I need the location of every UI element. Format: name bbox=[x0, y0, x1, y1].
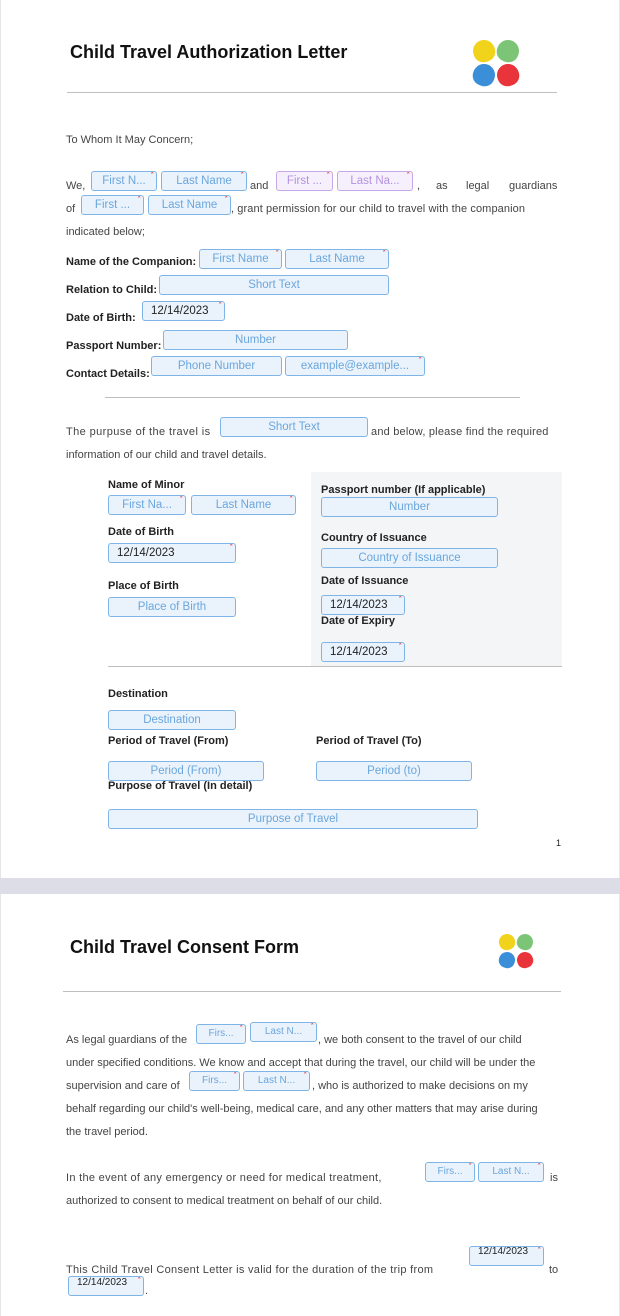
destination-input[interactable]: Destination bbox=[108, 710, 236, 730]
guardian1-first-name-input[interactable]: First N... * bbox=[91, 171, 157, 191]
details-divider bbox=[108, 666, 562, 667]
purpose-input[interactable]: Short Text bbox=[220, 417, 368, 437]
required-asterisk-icon: * bbox=[233, 1071, 237, 1079]
companion-last-name-input[interactable]: Last Name * bbox=[285, 249, 389, 269]
child-first-name-input[interactable]: First ... * bbox=[81, 195, 144, 215]
companion-passport-input[interactable]: Number bbox=[163, 330, 348, 350]
contact-label: Contact Details: bbox=[66, 368, 150, 380]
caretaker-last-name-input[interactable]: Last N... * bbox=[243, 1071, 310, 1091]
page-gap bbox=[0, 878, 620, 894]
purpose-detail-input[interactable]: Purpose of Travel bbox=[108, 809, 478, 829]
country-label: Country of Issuance bbox=[321, 532, 427, 544]
minor-last-name-input[interactable]: Last Name * bbox=[191, 495, 296, 515]
guardian2-first-name-input[interactable]: First ... * bbox=[276, 171, 333, 191]
phone-input[interactable]: Phone Number bbox=[151, 356, 282, 376]
required-asterisk-icon: * bbox=[418, 356, 422, 364]
period-to-input[interactable]: Period (to) bbox=[316, 761, 472, 781]
p1-line5: the travel period. bbox=[66, 1126, 148, 1138]
pob-label: Place of Birth bbox=[108, 580, 179, 592]
p3-end: . bbox=[145, 1285, 149, 1297]
minor-passport-input[interactable]: Number bbox=[321, 497, 498, 517]
email-input[interactable]: example@example... * bbox=[285, 356, 425, 376]
p1-line4: behalf regarding our child's well-being, medical care, and any other matters that may arise during bbox=[66, 1103, 538, 1115]
guardian-last-name-input[interactable]: Last N... * bbox=[250, 1022, 317, 1042]
p1-text-b: , we both consent to the travel of our child bbox=[318, 1034, 522, 1046]
text-guardians: guardians bbox=[509, 180, 558, 192]
section-divider bbox=[105, 397, 520, 398]
p2-text-a: In the event of any emergency or need for medical treatment, bbox=[66, 1172, 382, 1184]
guardian1-last-name-input[interactable]: Last Name * bbox=[161, 171, 247, 191]
required-asterisk-icon: * bbox=[406, 171, 410, 179]
guardian2-last-name-input[interactable]: Last Na... * bbox=[337, 171, 413, 191]
valid-to-date-input[interactable]: 12/14/2023 * bbox=[68, 1276, 144, 1296]
required-asterisk-icon: * bbox=[326, 171, 330, 179]
page-2 bbox=[0, 894, 620, 1316]
page-title: Child Travel Authorization Letter bbox=[70, 42, 348, 62]
required-asterisk-icon: * bbox=[137, 195, 141, 203]
required-asterisk-icon: * bbox=[224, 195, 228, 203]
required-asterisk-icon: * bbox=[289, 495, 293, 503]
relation-label: Relation to Child: bbox=[66, 284, 158, 296]
hands-logo-icon bbox=[469, 38, 523, 90]
companion-label: Name of the Companion: bbox=[66, 256, 197, 268]
required-asterisk-icon: * bbox=[398, 642, 402, 650]
expiry-label: Date of Expiry bbox=[321, 615, 395, 627]
text-as: as bbox=[436, 180, 448, 192]
pob-input[interactable]: Place of Birth bbox=[108, 597, 236, 617]
text-of: of bbox=[66, 203, 76, 215]
required-asterisk-icon: * bbox=[303, 1071, 307, 1079]
expiry-date-input[interactable]: 12/14/2023 * bbox=[321, 642, 405, 662]
required-asterisk-icon: * bbox=[137, 1276, 141, 1284]
title-divider bbox=[67, 92, 557, 93]
companion-dob-input[interactable]: 12/14/2023 * bbox=[142, 301, 225, 321]
p3-text-b: to bbox=[549, 1264, 559, 1276]
required-asterisk-icon: * bbox=[240, 171, 244, 179]
required-asterisk-icon: * bbox=[398, 595, 402, 603]
required-asterisk-icon: * bbox=[537, 1246, 541, 1254]
p1-text-a: As legal guardians of the bbox=[66, 1034, 188, 1046]
passport-label: Passport Number: bbox=[66, 340, 162, 352]
period-to-label: Period of Travel (To) bbox=[316, 735, 422, 747]
period-from-input[interactable]: Period (From) bbox=[108, 761, 264, 781]
purpose-detail-label: Purpose of Travel (In detail) bbox=[108, 780, 253, 792]
minor-name-label: Name of Minor bbox=[108, 479, 185, 491]
salutation: To Whom It May Concern; bbox=[66, 134, 194, 146]
purpose-prefix-text: The purpuse of the travel is bbox=[66, 426, 211, 438]
period-from-label: Period of Travel (From) bbox=[108, 735, 229, 747]
required-asterisk-icon: * bbox=[310, 1022, 314, 1030]
required-asterisk-icon: * bbox=[218, 301, 222, 309]
dob-label: Date of Birth: bbox=[66, 312, 136, 324]
text-we: We, bbox=[66, 180, 86, 192]
caretaker-first-name-input[interactable]: Firs... * bbox=[189, 1071, 240, 1091]
required-asterisk-icon: * bbox=[468, 1162, 472, 1170]
text-grant-permission: , grant permission for our child to travel with the companion bbox=[231, 203, 526, 215]
hands-logo-icon bbox=[497, 932, 537, 970]
guardian-first-name-input[interactable]: Firs... * bbox=[196, 1024, 246, 1044]
required-asterisk-icon: * bbox=[229, 543, 233, 551]
purpose-line2-text: information of our child and travel details. bbox=[66, 449, 267, 461]
p3-text-a: This Child Travel Consent Letter is valid for the duration of the trip from bbox=[66, 1264, 434, 1276]
child-last-name-input[interactable]: Last Name * bbox=[148, 195, 231, 215]
p1-text-c: supervision and care of bbox=[66, 1080, 180, 1092]
text-indicated-below: indicated below; bbox=[66, 226, 145, 238]
emergency-last-name-input[interactable]: Last N... * bbox=[478, 1162, 544, 1182]
p2-line2: authorized to consent to medical treatment on behalf of our child. bbox=[66, 1195, 383, 1207]
minor-dob-input[interactable]: 12/14/2023 * bbox=[108, 543, 236, 563]
p1-line2: under specified conditions. We know and accept that during the travel, our child will be under the bbox=[66, 1057, 536, 1069]
p2-text-b: is bbox=[550, 1172, 558, 1184]
valid-from-date-input[interactable]: 12/14/2023 * bbox=[469, 1246, 544, 1266]
page-number: 1 bbox=[555, 838, 561, 848]
required-asterisk-icon: * bbox=[150, 171, 154, 179]
text-and: and bbox=[250, 180, 269, 192]
page-title-consent: Child Travel Consent Form bbox=[70, 937, 300, 957]
minor-dob-label: Date of Birth bbox=[108, 526, 174, 538]
required-asterisk-icon: * bbox=[275, 249, 279, 257]
title-divider bbox=[63, 991, 561, 992]
issuance-label: Date of Issuance bbox=[321, 575, 409, 587]
companion-first-name-input[interactable]: First Name * bbox=[199, 249, 282, 269]
emergency-first-name-input[interactable]: Firs... * bbox=[425, 1162, 475, 1182]
purpose-suffix-text: and below, please find the required bbox=[371, 426, 549, 438]
passport-number-label: Passport number (If applicable) bbox=[321, 484, 486, 496]
issuance-date-input[interactable]: 12/14/2023 * bbox=[321, 595, 405, 615]
country-input[interactable]: Country of Issuance bbox=[321, 548, 498, 568]
text-legal: legal bbox=[466, 180, 490, 192]
required-asterisk-icon: * bbox=[537, 1162, 541, 1170]
p1-text-d: , who is authorized to make decisions on my bbox=[312, 1080, 528, 1092]
minor-first-name-input[interactable]: First Na... * bbox=[108, 495, 186, 515]
relation-input[interactable]: Short Text bbox=[159, 275, 389, 295]
required-asterisk-icon: * bbox=[179, 495, 183, 503]
required-asterisk-icon: * bbox=[382, 249, 386, 257]
page-1: Child Travel Authorization Letter To Whom It May Concern; We, First N... * Last Name * and First ... * Last Na... * , as legal guardians of First ... * Last Name * , grant permission for our child to travel with the companion indicated below; Name of the Companion: First Name * Last Name * Relation to Child: Short Text Date of Birth: 12/14/2023 * Passport Number: Number Contact Details: Phone Number example@example... * The purpuse of the travel is Short Text and below, please find the required information of our child and travel details. Name of Minor First Na... * Last Name * Date of Birth 12/14/2023 * Place of Birth Place of Birth Passport number (If applicable) Number Country of Issuance Country of Issuance Date of Issuance 12/14/2023 * Date of Expiry 12/14/2023 * Destination Destination Period of Travel (From) Period (From) Period of Travel (To) Period (to) Purpose of Travel (In detail) Purpose of Travel 1 bbox=[0, 0, 620, 878]
destination-label: Destination bbox=[108, 688, 168, 700]
required-asterisk-icon: * bbox=[239, 1024, 243, 1032]
